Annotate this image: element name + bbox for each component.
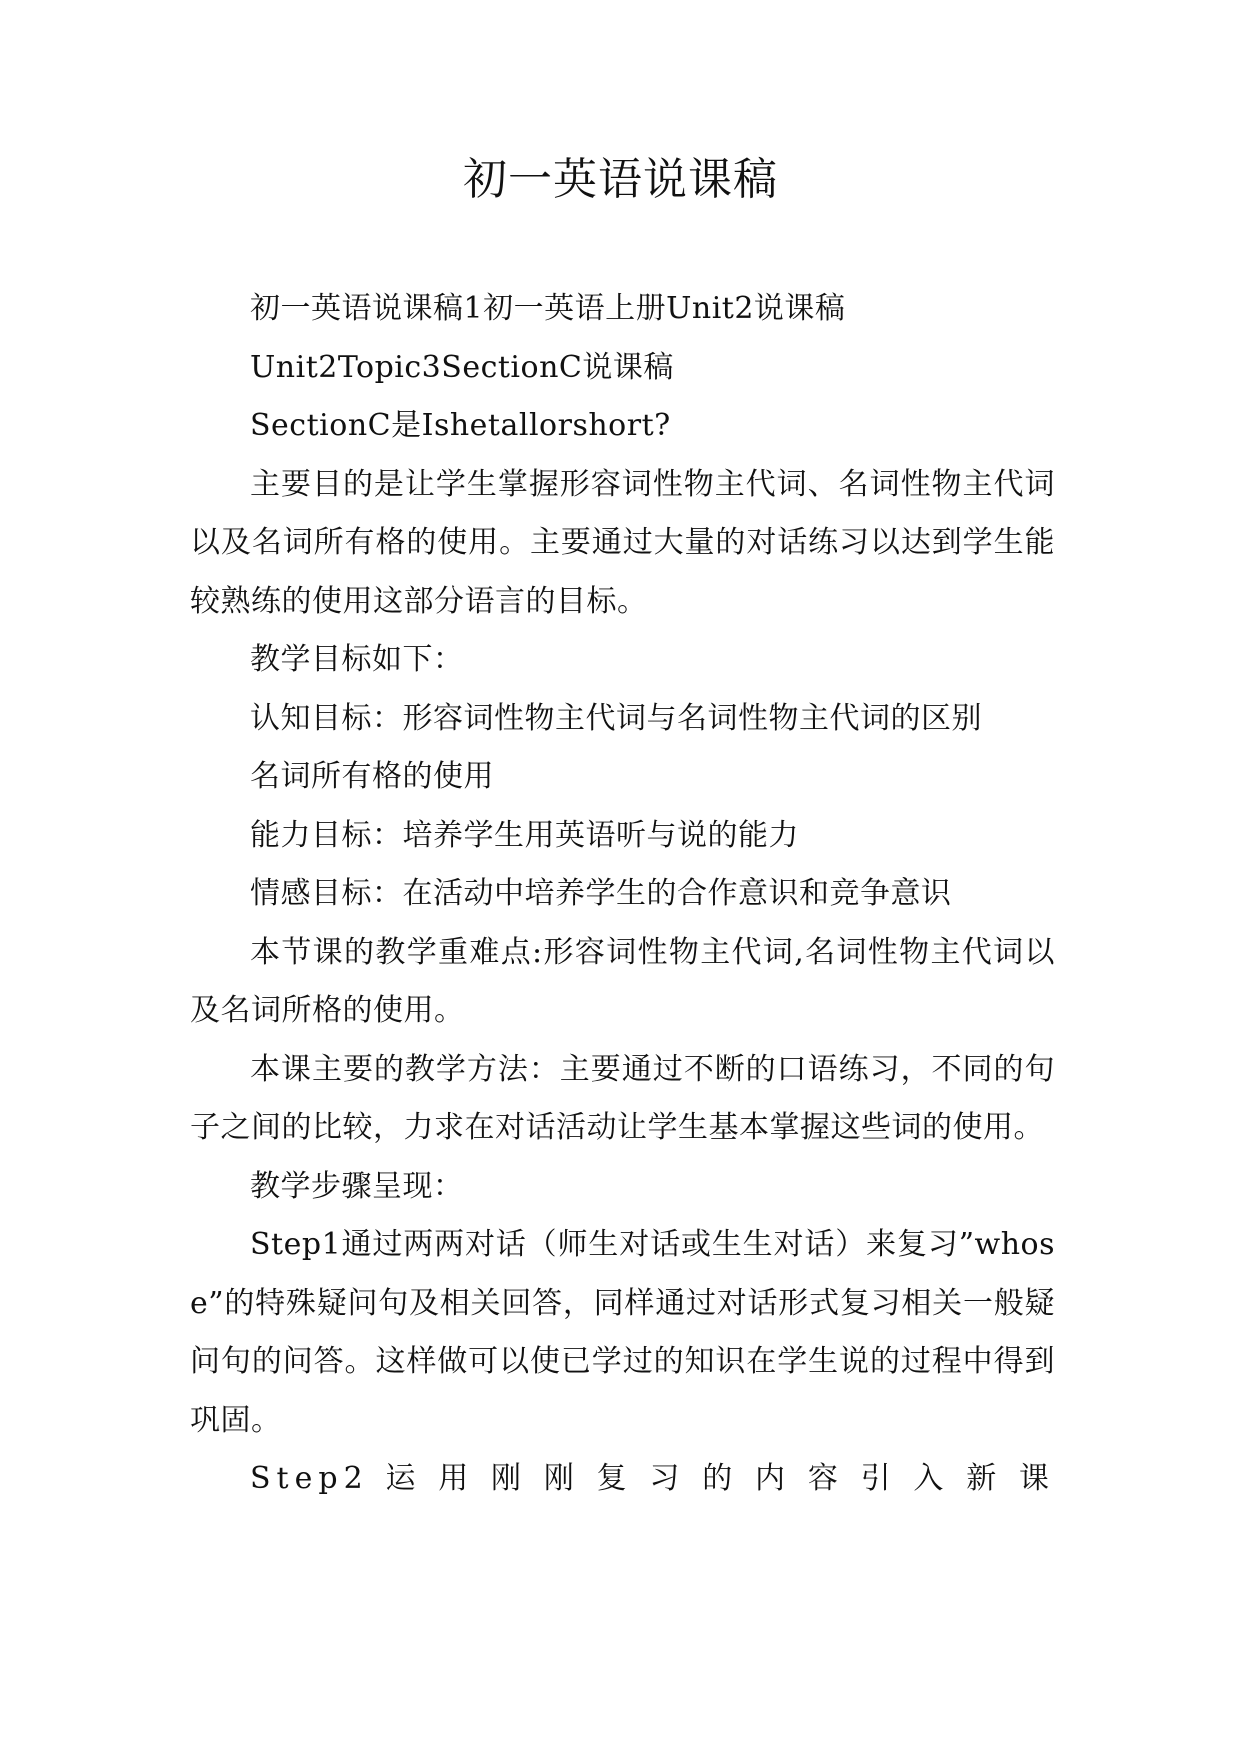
paragraph: 情感目标：在活动中培养学生的合作意识和竞争意识	[250, 876, 952, 911]
paragraph: 名词所有格的使用	[250, 759, 494, 794]
paragraph: 主要目的是让学生掌握形容词性物主代词、名词性物主代词以及名词所有格的使用。主要通过大量的对话练习以达到学生能较熟练的使用这部分语言的目标。	[190, 466, 1055, 619]
paragraph: 初一英语说课稿1初一英语上册Unit2说课稿	[250, 291, 846, 326]
paragraph: SectionC是Ishetallorshort?	[250, 408, 671, 443]
document-title: 初一英语说课稿	[463, 154, 778, 205]
paragraph: 能力目标：培养学生用英语听与说的能力	[250, 817, 799, 853]
paragraph: 教学目标如下：	[250, 642, 464, 677]
paragraph: 认知目标：形容词性物主代词与名词性物主代词的区别	[250, 700, 982, 736]
paragraph: Step1通过两两对话（师生对话或生生对话）来复习”whose”的特殊疑问句及相关回答，同样通过对话形式复习相关一般疑问句的问答。这样做可以使已学过的知识在学生说的过程中得到巩固。	[190, 1227, 1055, 1438]
paragraph: 本课主要的教学方法：主要通过不断的口语练习，不同的句子之间的比较，力求在对话活动让学生基本掌握这些词的使用。	[190, 1051, 1055, 1145]
paragraph: Unit2Topic3SectionC说课稿	[250, 349, 674, 385]
paragraph: Step2运用刚刚复习的内容引入新课	[250, 1461, 1055, 1496]
document-body	[190, 280, 1055, 1509]
paragraph: 本节课的教学重难点:形容词性物主代词,名词性物主代词以及名词所格的使用。	[190, 934, 1055, 1028]
paragraph: 教学步骤呈现：	[250, 1168, 464, 1204]
